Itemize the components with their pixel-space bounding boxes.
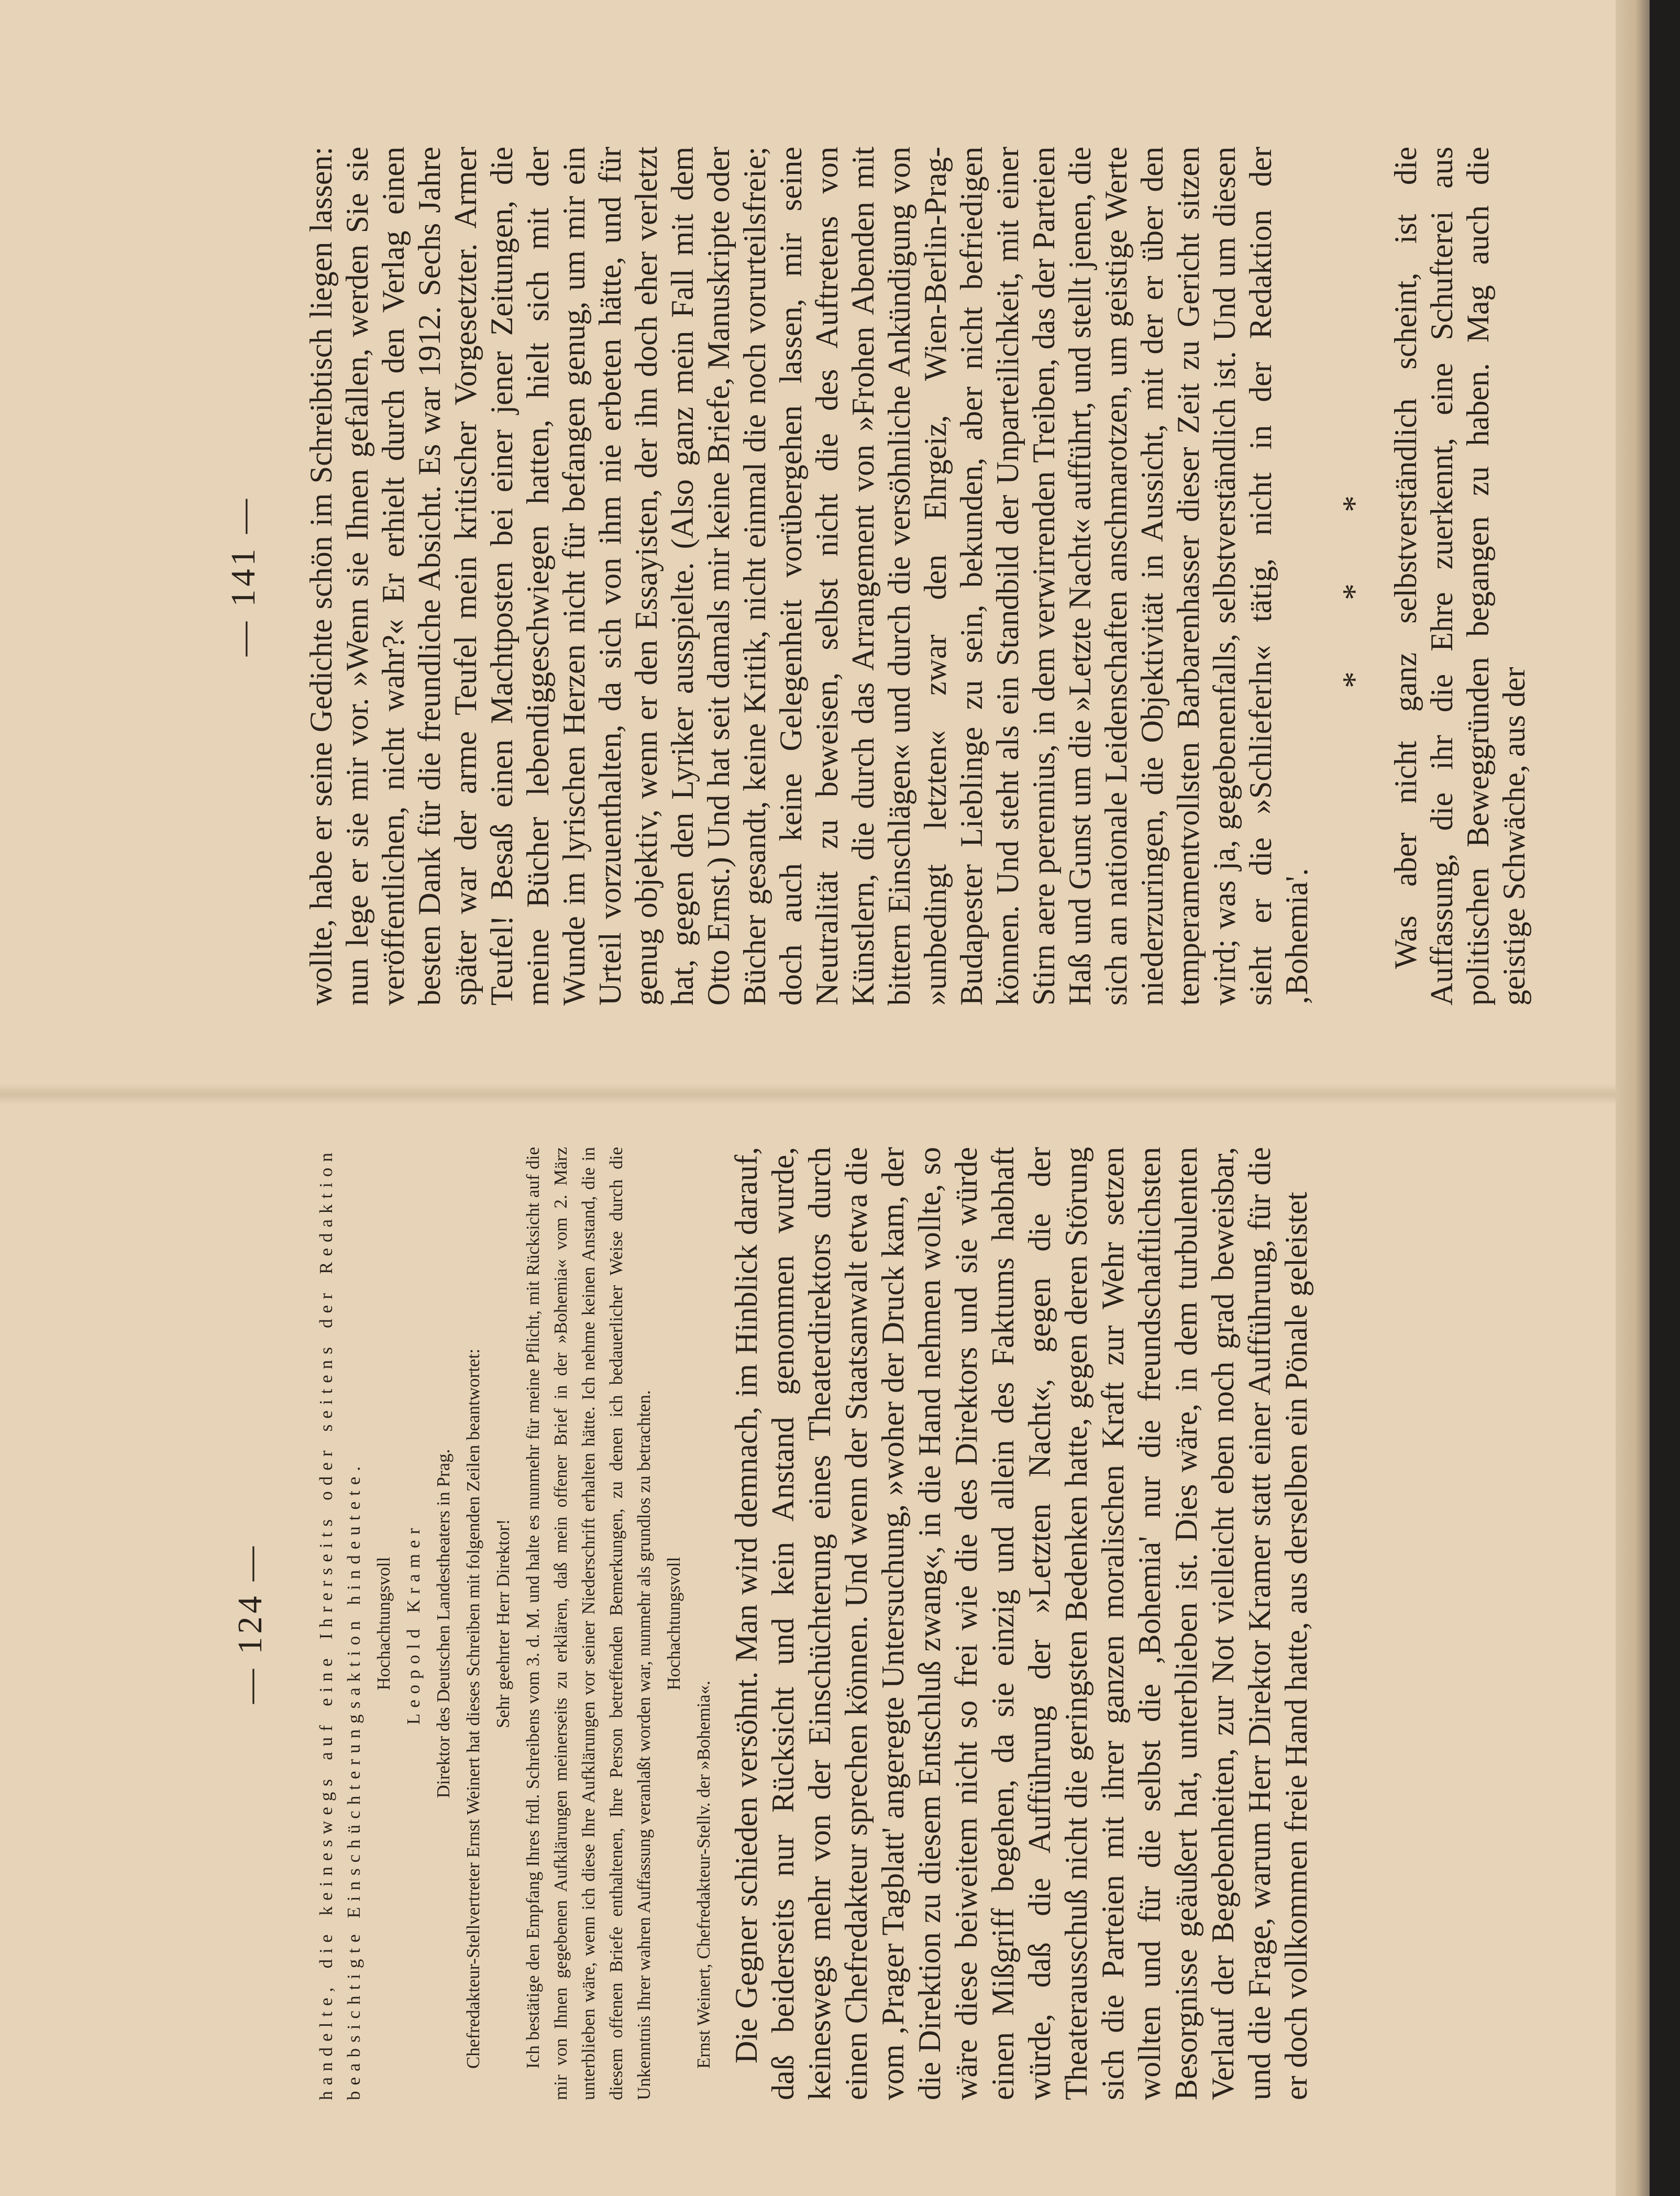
letter-body: Ich bestätige den Empfang Ihres frdl. Schreibens vom 3. d. M. und halte es nunmehr für meine Pflicht, mit Rücksicht auf die mir von Ihnen gegebenen Aufklärungen meinerseits zu erklären, daß mein offener Brief in der »Bohemia« vom 2. März unterblieben wäre, wenn ich diese Ihre Aufklärungen vor seiner Niederschrift erhalten hätte. Ich nehme keinen Anstand, die in diesem offenen Briefe enthaltenen, Ihre Person betreffenden Bemerkungen, zu denen ich bedauerlicher Weise durch die Unkenntnis Ihrer wahren Auffassung veranlaßt worden war, nunmehr als grundlos zu betrachten.: [523, 1147, 654, 2100]
paragraph: Was aber nicht ganz selbstverständlich scheint, ist die Auffassung, die ihr die Ehre zuerkennt, eine Schufterei aus politischen Beweggründen begangen zu haben. Mag auch die geistige Schwäche, aus der: [1388, 147, 1531, 1006]
page-141: [225, 147, 1534, 1006]
binding-strip: [1650, 0, 1680, 2196]
salutation: Sehr geehrter Herr Direktor!: [493, 1519, 513, 1728]
closing: Hochachtungsvoll: [373, 1557, 394, 1691]
signer-title: Direktor des Deutschen Landestheaters in Prag.: [433, 1449, 454, 1798]
letter-intro: handelte, die keineswegs auf eine Ihrerseits oder seitens der Redaktion beabsichtigte Einschüchterungsaktion hindeutete.: [316, 1147, 364, 2100]
paragraph: wollte, habe er seine Gedichte schön im Schreibtisch liegen lassen: nun lege er sie mir vor. »Wenn sie Ihnen gefallen, werden Sie sie veröffentlichen, nicht wahr?« Er erhielt durch den Verlag einen besten Dank für die freundliche Absicht. Es war 1912. Sechs Jahre später war der arme Teufel mein kritischer Vorgesetzter. Armer Teufel! Besaß einen Machtposten bei einer jener Zeitungen, die meine Bücher lebendiggeschwiegen hatten, hielt sich mit der Wunde im lyrischen Herzen nicht für befangen genug, um mir ein Urteil vorzuenthalten, da sich von ihm nie erbeten hätte, und für genug objektiv, wenn er den Essayisten, der ihn doch eher verletzt hat, gegen den Lyriker ausspielte. (Also ganz mein Fall mit dem Otto Ernst.) Und hat seit damals mir keine Briefe, Manuskripte oder Bücher gesandt, keine Kritik, nicht einmal die noch vorurteilsfreie; doch auch keine Gelegenheit vorübergehen lassen, mir seine Neutralität zu beweisen, selbst nicht die des Auftretens von Künstlern, die durch das Arrangement von »Frohen Abenden mit bittern Einschlägen« und durch die versöhnliche Ankündigung von »unbedingt letzten« zwar den Ehrgeiz, Wien-Berlin-Prag-Budapester Lieblinge zu sein, bekunden, aber nicht befriedigen können. Und steht als ein Standbild der Unparteilichkeit, mit einer Stirn aere perennius, in dem verwirrenden Treiben, das der Parteien Haß und Gunst um die »Letzte Nacht« aufführt, und stellt jenen, die sich an nationale Leidenschaften anschmarotzen, um geistige Werte niederzuringen, die Objektivität in Aussicht, mit der er über den temperamentvollsten Barbarenhasser dieser Zeit zu Gericht sitzen wird; was ja, gegebenenfalls, selbstverständlich ist. Und um diesen sieht er die »Schlieferln« tätig, nicht in der Redaktion der ‚Bohemia'.: [304, 147, 1314, 1006]
page-number: — 141 —: [224, 496, 262, 656]
paragraph: Die Gegner schieden versöhnt. Man wird demnach, im Hinblick darauf, daß beiderseits nur Rücksicht und kein Anstand genommen wurde, keineswegs mehr von der Einschüchterung eines Theaterdirektors durch einen Chefredakteur sprechen können. Und wenn der Staatsanwalt etwa die vom ‚Prager Tagblatt' angeregte Untersuchung, »woher der Druck kam, der die Direktion zu diesem Entschluß zwang«, in die Hand nehmen wollte, so wäre diese beiweitem nicht so frei wie die des Direktors und sie würde einen Mißgriff begehen, da sie einzig und allein des Faktums habhaft würde, daß die Aufführung der »Letzten Nacht«, gegen die der Theaterausschuß nicht die geringsten Bedenken hatte, gegen deren Störung sich die Parteien mit ihrer ganzen moralischen Kraft zur Wehr setzen wollten und für die selbst die ‚Bohemia' nur die freundschaftlichsten Besorgnisse geäußert hat, unterblieben ist. Dies wäre, in dem turbulenten Verlauf der Begebenheiten, zur Not vielleicht eben noch grad beweisbar, und die Frage, warum Herr Direktor Kramer statt einer Aufführung, für die er doch vollkommen freie Hand hatte, aus derselben ein Pönale geleistet: [729, 1147, 1313, 2100]
body-section: [728, 1147, 1314, 2100]
page-124: [230, 1147, 1317, 2100]
page-number: — 124 —: [231, 1543, 269, 1704]
signer-name: Ernst Weinert, Chefredakteur-Stellv. der »Bohemia«.: [693, 1681, 714, 2069]
signer-name: Leopold Kramer: [403, 1522, 424, 1725]
page-fold: [0, 1084, 1623, 1105]
closing: Hochachtungsvoll: [664, 1557, 684, 1691]
letter-section: [312, 1147, 717, 2100]
reply-intro: Chefredakteur-Stellvertreter Ernst Weinert hat dieses Schreiben mit folgenden Zeilen beantwortet:: [463, 1349, 483, 2069]
section-divider: * * *: [1335, 464, 1373, 688]
